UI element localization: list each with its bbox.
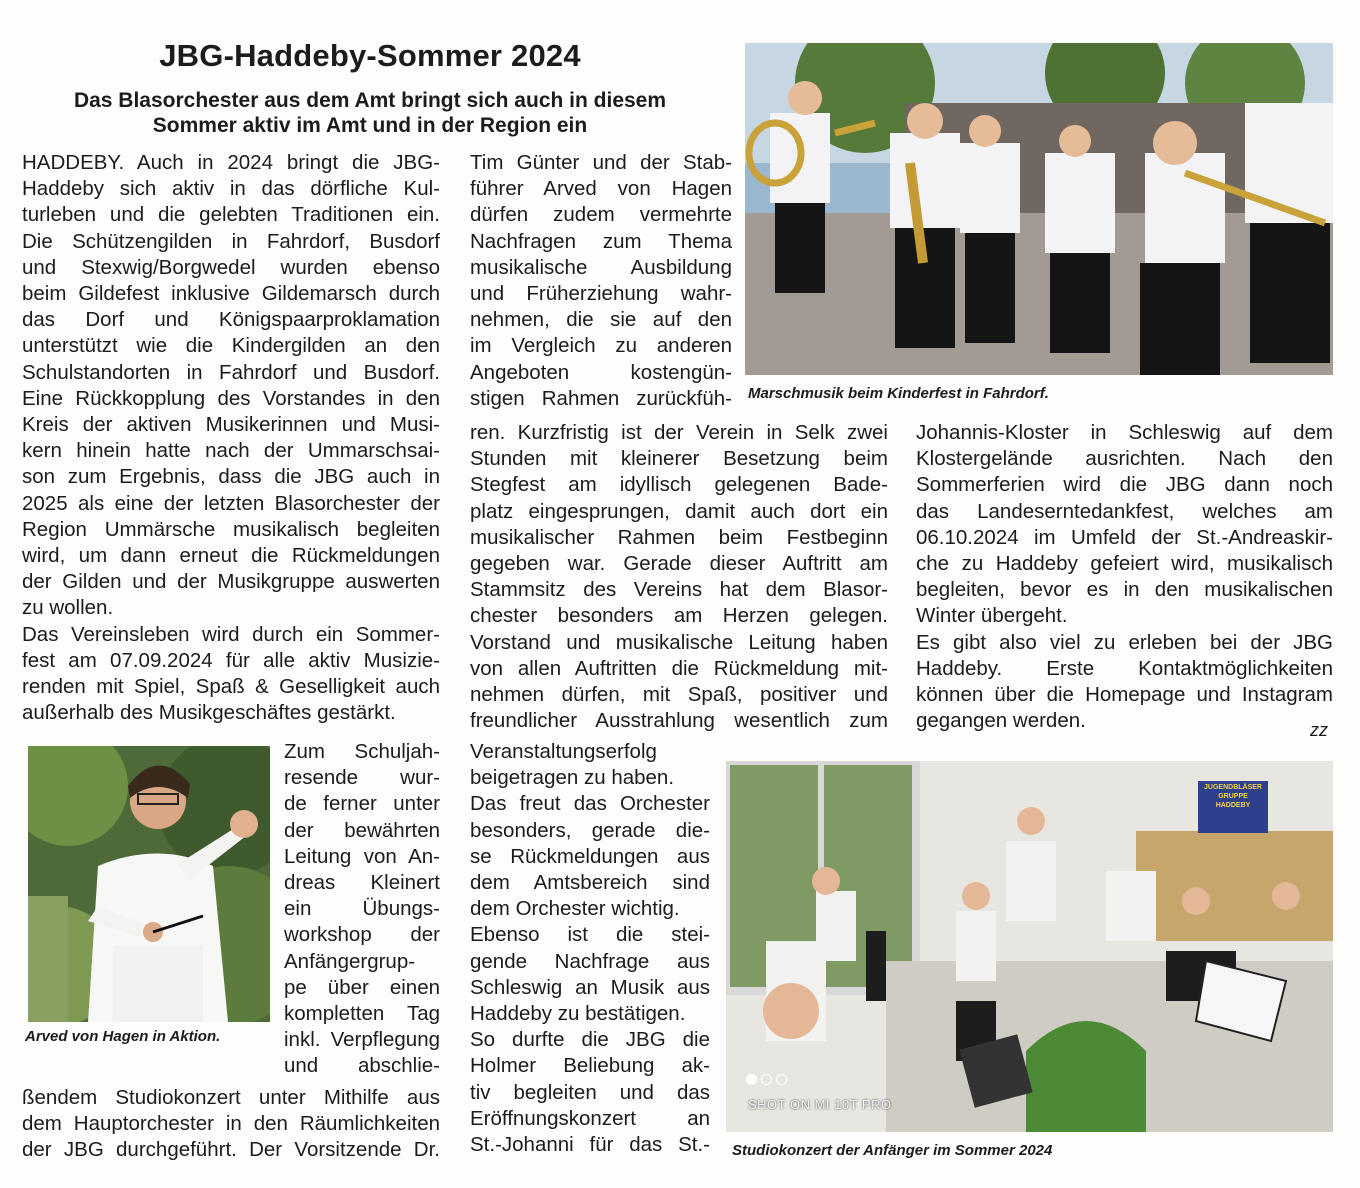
text-line: der Gilden und der Musikgruppe auswerten [22, 570, 440, 594]
conductor-photo [28, 746, 270, 1022]
column-2-top-text [470, 150, 732, 412]
text-line: Haddeby zu bestätigen. [470, 1002, 686, 1026]
march-photo [745, 43, 1333, 375]
text-line: stigen Rahmen zurückfüh- [470, 386, 732, 410]
text-line: nehmen dürfen, mit Spaß, positiver und [470, 683, 888, 707]
text-line: Haddeby. Erste Kontaktmöglichkeiten [916, 656, 1333, 680]
text-line: 2025 als eine der letzten Blasorchester der [22, 491, 440, 515]
text-line: Die Schützengilden in Fahrdorf, Busdorf [22, 229, 440, 253]
text-line: Stunden mit kleinerer Besetzung beim [470, 447, 888, 471]
column-1-text [22, 150, 440, 726]
text-line: kern hinein hatte nach der Ummarschsai- [22, 439, 440, 463]
text-line: beim Gildefest inklusive Gildemarsch durch [22, 282, 440, 306]
text-line: Nachfragen zum Thema [470, 229, 732, 253]
subtitle-line: Das Blasorchester aus dem Amt bringt sich auch in diesem [73, 89, 667, 112]
text-line: Zum Schuljah- [284, 740, 440, 763]
banner-text [1198, 783, 1268, 810]
text-line: Sommerferien wird die JBG dann noch [916, 473, 1333, 497]
text-line: So durfte die JBG die [470, 1028, 710, 1052]
text-line: St.-Johanni für das St.- [470, 1133, 710, 1157]
text-line: Es gibt also viel zu erleben bei der JBG [916, 630, 1333, 654]
text-line: und Früherziehung wahr- [470, 282, 732, 306]
text-line: ßendem Studiokonzert unter Mithilfe aus [22, 1086, 440, 1109]
text-line: Winter übergeht. [916, 604, 1068, 628]
text-line: Schulstandorten in Fahrdorf und Busdorf. [22, 360, 440, 384]
text-line: che zu Haddeby gefeiert wird, musikalisch [916, 552, 1333, 576]
text-line: Klostergelände ausrichten. Nach den [916, 447, 1333, 471]
text-line: musikalische Ausbildung [470, 255, 732, 279]
text-line: Johannis-Kloster in Schleswig auf dem [916, 421, 1333, 444]
text-line: dreas Kleinert [284, 871, 440, 895]
text-line: unterstützt wie die Kindergilden an den [22, 334, 440, 358]
text-line: son zum Ergebnis, dass die JBG auch in [22, 465, 440, 489]
text-line: ein Übungs- [284, 897, 440, 921]
text-line: beigetragen zu haben. [470, 766, 675, 790]
text-line: zu wollen. [22, 596, 114, 620]
banner-line: GRUPPE [1218, 793, 1248, 800]
text-line: und abschlie- [284, 1054, 440, 1078]
camera-watermark: SHOT ON MI 10T PRO [748, 1097, 892, 1112]
text-line: dem Hauptorchester in den Räumlichkeiten [22, 1112, 440, 1136]
article-subtitle [20, 88, 720, 138]
text-line: resende wur- [284, 766, 440, 790]
text-line: von allen Auftritten die Rückmeldung mit- [470, 656, 888, 680]
text-line: Stammsitz des Vereins hat dem Blasor- [470, 578, 888, 602]
studio-photo-art [726, 761, 1333, 1132]
column-2-wide-text [470, 420, 888, 734]
text-line: Leitung von An- [284, 844, 440, 868]
text-line: gende Nachfrage aus [470, 949, 710, 973]
text-line: se Rückmeldungen aus [470, 844, 710, 868]
studio-photo [726, 761, 1333, 1132]
carousel-dots [746, 1072, 791, 1090]
text-line: wird, um dann erneut die Rückmeldungen [22, 544, 440, 568]
march-photo-art [745, 43, 1333, 375]
text-line: Haddeby sich aktiv in das dörfliche Kul- [22, 177, 440, 201]
march-caption: Marschmusik beim Kinderfest in Fahrdorf. [748, 385, 1049, 402]
text-line: Vorstand und musikalische Leitung haben [470, 630, 888, 654]
conductor-photo-art [28, 746, 270, 1022]
text-line: chester besonders am Herzen gelegen. [470, 604, 888, 628]
text-line: gegeben war. Gerade dieser Auftritt am [470, 552, 888, 576]
article-title: JBG-Haddeby-Sommer 2024 [159, 38, 581, 73]
column-1-bottom-text [22, 1085, 440, 1164]
text-line: besonders, gerade die- [470, 818, 710, 842]
text-line: Anfängergrup- [284, 949, 416, 973]
text-line: tiv begleiten und das [470, 1080, 710, 1104]
text-line: nehmen, die sie auf den [470, 308, 732, 332]
text-line: Das freut das Orchester [470, 792, 710, 816]
text-line: turleben und die gelebten Traditionen ein. [22, 203, 440, 227]
text-line: und Stexwig/Borgwedel wurden ebenso [22, 255, 440, 279]
column-2-narrow-text [470, 739, 710, 1158]
text-line: inkl. Verpflegung [284, 1028, 440, 1052]
text-line: außerhalb des Musikgeschäftes gestärkt. [22, 701, 396, 725]
text-line: Schleswig an Musik aus [470, 975, 710, 999]
conductor-caption: Arved von Hagen in Aktion. [25, 1028, 221, 1045]
text-line: Eröffnungskonzert an [470, 1106, 710, 1130]
text-line: dürfen zudem vermehrte [470, 203, 732, 227]
text-line: de ferner unter [284, 792, 440, 816]
text-line: renden mit Spiel, Spaß & Geselligkeit auch [22, 675, 440, 699]
text-line: workshop der [284, 923, 440, 947]
text-line: Das Vereinsleben wird durch ein Sommer- [22, 622, 440, 646]
text-line: Region Ummärsche musikalisch begleiten [22, 517, 440, 541]
text-line: der bewährten [284, 818, 440, 842]
column-1-narrow-text [284, 739, 440, 1080]
text-line: Holmer Beliebung ak- [470, 1054, 710, 1078]
text-line: Tim Günter und der Stab- [470, 151, 732, 174]
text-line: Eine Rückkopplung des Vorstandes in den [22, 386, 440, 410]
text-line: 06.10.2024 im Umfeld der St.-Andreaskir- [916, 525, 1333, 549]
text-line: musikalischer Rahmen beim Festbeginn [470, 525, 888, 549]
text-line: gegangen werden. [916, 709, 1086, 733]
text-line: Ebenso ist die stei- [470, 923, 710, 947]
text-line: können über die Homepage und Instagram [916, 683, 1333, 707]
text-line: Angeboten kostengün- [470, 360, 732, 384]
text-line: führer Arved von Hagen [470, 177, 732, 201]
text-line: HADDEBY. Auch in 2024 bringt die JBG- [22, 151, 440, 174]
text-line: Stegfest am idyllisch gelegenen Bade- [470, 473, 888, 497]
studio-caption: Studiokonzert der Anfänger im Sommer 2024 [732, 1142, 1053, 1159]
text-line: Veranstaltungserfolg [470, 740, 657, 763]
banner-line: HADDEBY [1215, 802, 1251, 809]
banner-line: JUGENDBLÄSER [1204, 784, 1262, 791]
author-signature: zz [1310, 720, 1328, 740]
subtitle-line: Sommer aktiv im Amt und in der Region ein [152, 114, 588, 137]
text-line: dem Amtsbereich sind [470, 871, 710, 895]
text-line: der JBG durchgeführt. Der Vorsitzende Dr. [22, 1138, 440, 1162]
text-line: fest am 07.09.2024 für alle aktiv Musizie- [22, 648, 440, 672]
text-line: platz eingesprungen, damit auch dort ein [470, 499, 888, 523]
text-line: begleiten, bevor es in den musikalischen [916, 578, 1333, 602]
text-line: das Landeserntedankfest, welches am [916, 499, 1333, 523]
text-line: kompletten Tag [284, 1002, 440, 1026]
text-line: pe über einen [284, 975, 440, 999]
text-line: im Vergleich zu anderen [470, 334, 732, 358]
text-line: freundlicher Ausstrahlung wesentlich zum [470, 709, 888, 733]
column-3-text [916, 420, 1333, 734]
text-line: ren. Kurzfristig ist der Verein in Selk zwei [470, 421, 888, 444]
text-line: Kreis der aktiven Musikerinnen und Musi- [22, 413, 440, 437]
text-line: dem Orchester wichtig. [470, 897, 680, 921]
text-line: das Dorf und Königspaarproklamation [22, 308, 440, 332]
